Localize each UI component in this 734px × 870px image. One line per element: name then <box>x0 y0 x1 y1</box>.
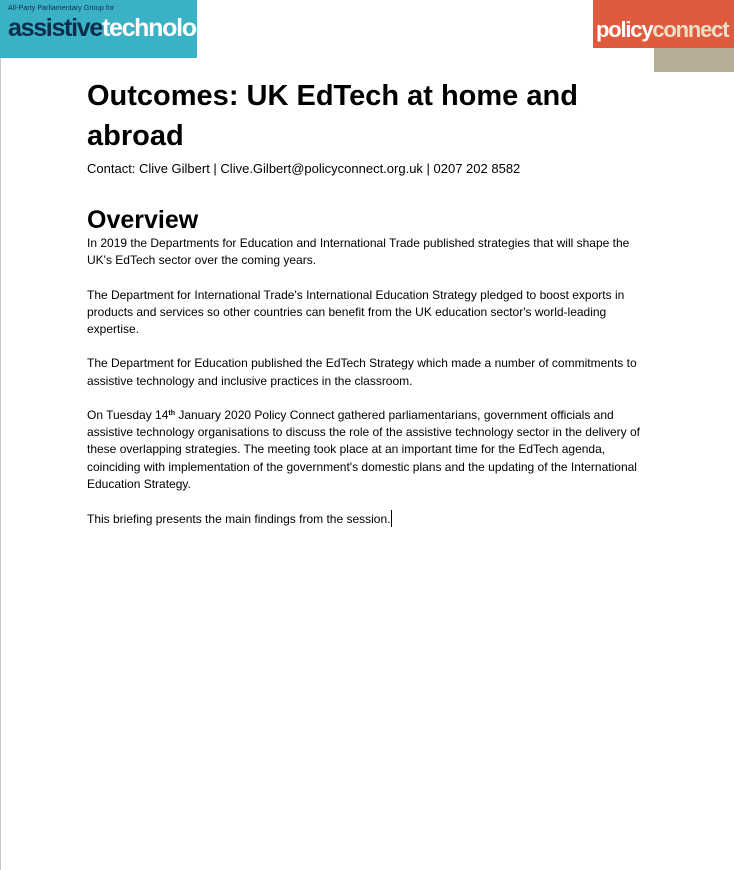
paragraph-4-rest: January 2020 Policy Connect gathered parliamentarians, government officials and assistive technology organisations to discuss the role of the assistive technology sector in the delivery of these overlapping strategies. The meeting took place at an important time for the EdTech agenda, coinciding with implementation of the government's domestic plans and the updating of the International Education Strategy. <box>87 407 640 491</box>
logo-word-technology: technology <box>101 14 223 42</box>
paragraph-5 <box>87 510 657 528</box>
paragraph-2: The Department for International Trade's International Education Strategy pledged to boost exports in products and services so other countries can benefit from the UK education sector's world-leading expertise. <box>87 287 625 336</box>
document-title: Outcomes: UK EdTech at home and abroad <box>87 80 578 152</box>
logo-word-policy: policy <box>596 17 653 42</box>
document-body[interactable] <box>87 76 657 528</box>
text-cursor <box>391 510 392 527</box>
logo-word-connect: connect <box>652 17 729 42</box>
page-edge <box>0 0 1 870</box>
paragraph-3: The Department for Education published the EdTech Strategy which made a number of commitments to assistive technology and inclusive practices in the classroom. <box>87 356 637 388</box>
policy-connect-logo <box>593 0 734 48</box>
appg-assistive-technology-logo <box>0 0 223 58</box>
paragraph-5-text: This briefing presents the main findings from the session. <box>87 512 391 527</box>
logo-wordmark <box>8 13 223 43</box>
paragraph-4 <box>87 407 657 493</box>
paragraph-1: In 2019 the Departments for Education and International Trade published strategies that will shape the UK's EdTech sector over the coming years. <box>87 236 630 268</box>
paragraph-4-start: On Tuesday 14 <box>87 407 169 422</box>
contact-line: Contact: Clive Gilbert | Clive.Gilbert@policyconnect.org.uk | 0207 202 8582 <box>87 161 521 176</box>
logo-subtitle: All-Party Parliamentary Group for <box>8 5 115 12</box>
section-heading-overview: Overview <box>87 206 199 234</box>
ordinal-suffix: th <box>168 409 175 417</box>
logo-word-assistive: assistive <box>8 14 102 42</box>
policy-connect-logo-block <box>654 48 734 72</box>
